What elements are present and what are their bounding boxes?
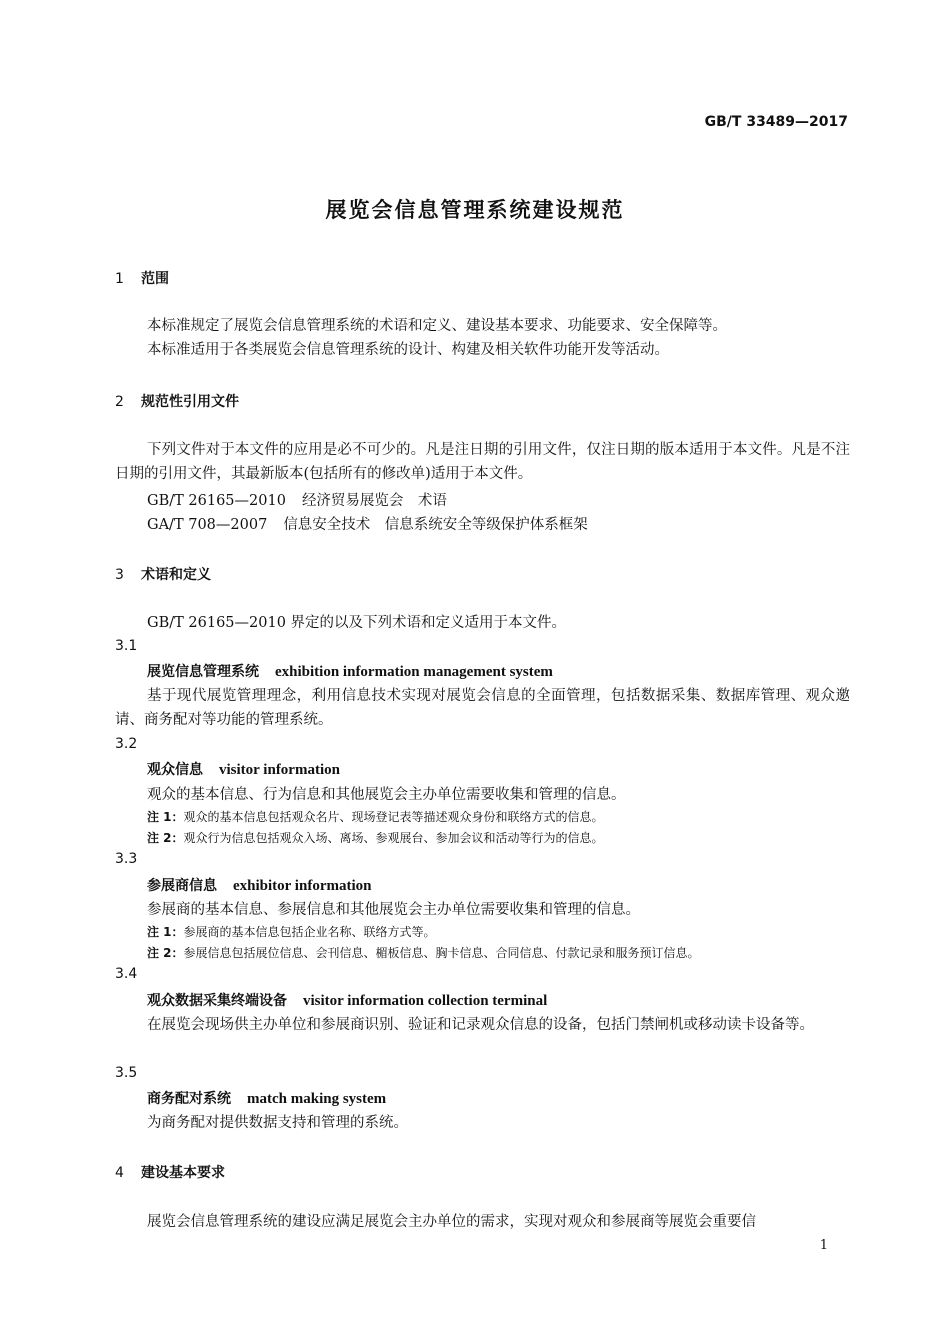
term-heading: 参展商信息 exhibitor information [147,878,372,894]
term-heading: 展览信息管理系统 exhibition information management system [147,664,553,680]
term-number: 3.4 [115,966,138,982]
term-number: 3.3 [115,851,138,867]
term-number: 3.2 [115,736,138,752]
page-number: 1 [819,1238,828,1253]
term-definition: 为商务配对提供数据支持和管理的系统。 [147,1115,408,1131]
paragraph: GB/T 26165—2010 界定的以及下列术语和定义适用于本文件。 [147,615,567,631]
note: 注 2：观众行为信息包括观众入场、离场、参观展台、参加会议和活动等行为的信息。 [147,831,604,845]
term-definition: 观众的基本信息、行为信息和其他展览会主办单位需要收集和管理的信息。 [147,787,626,803]
term-definition: 参展商的基本信息、参展信息和其他展览会主办单位需要收集和管理的信息。 [147,902,640,918]
section-heading-1: 1 范围 [115,271,169,287]
note: 注 1：参展商的基本信息包括企业名称、联络方式等。 [147,925,436,939]
note: 注 1：观众的基本信息包括观众名片、现场登记表等描述观众身份和联络方式的信息。 [147,810,604,824]
paragraph: 下列文件对于本文件的应用是必不可少的。凡是注日期的引用文件，仅注日期的版本适用于本文件。凡是不注日期的引用文件，其最新版本(包括所有的修改单)适用于本文件。 [115,442,850,482]
section-heading-2: 2 规范性引用文件 [115,394,239,410]
term-definition: 基于现代展览管理理念，利用信息技术实现对展览会信息的全面管理，包括数据采集、数据库管理、观众邀请、商务配对等功能的管理系统。 [115,688,850,728]
section-heading-3: 3 术语和定义 [115,567,211,583]
paragraph: 本标准规定了展览会信息管理系统的术语和定义、建设基本要求、功能要求、安全保障等。 [147,318,727,334]
term-definition: 在展览会现场供主办单位和参展商识别、验证和记录观众信息的设备，包括门禁闸机或移动读卡设备等。 [147,1017,814,1033]
term-heading: 观众信息 visitor information [147,762,340,778]
paragraph: 展览会信息管理系统的建设应满足展览会主办单位的需求，实现对观众和参展商等展览会重要信 [147,1214,756,1230]
term-heading: 商务配对系统 match making system [147,1091,387,1107]
normative-reference: GA/T 708—2007 信息安全技术 信息系统安全等级保护体系框架 [147,517,588,533]
standard-code: GB/T 33489—2017 [704,114,848,130]
paragraph: 本标准适用于各类展览会信息管理系统的设计、构建及相关软件功能开发等活动。 [147,342,669,358]
term-number: 3.5 [115,1065,138,1081]
note: 注 2：参展信息包括展位信息、会刊信息、楣板信息、胸卡信息、合同信息、付款记录和服务预订信息。 [147,946,700,960]
normative-reference: GB/T 26165—2010 经济贸易展览会 术语 [147,493,447,509]
term-heading: 观众数据采集终端设备 visitor information collection terminal [147,993,548,1009]
document-title: 展览会信息管理系统建设规范 [325,198,625,222]
section-heading-4: 4 建设基本要求 [115,1165,225,1181]
term-number: 3.1 [115,638,138,654]
